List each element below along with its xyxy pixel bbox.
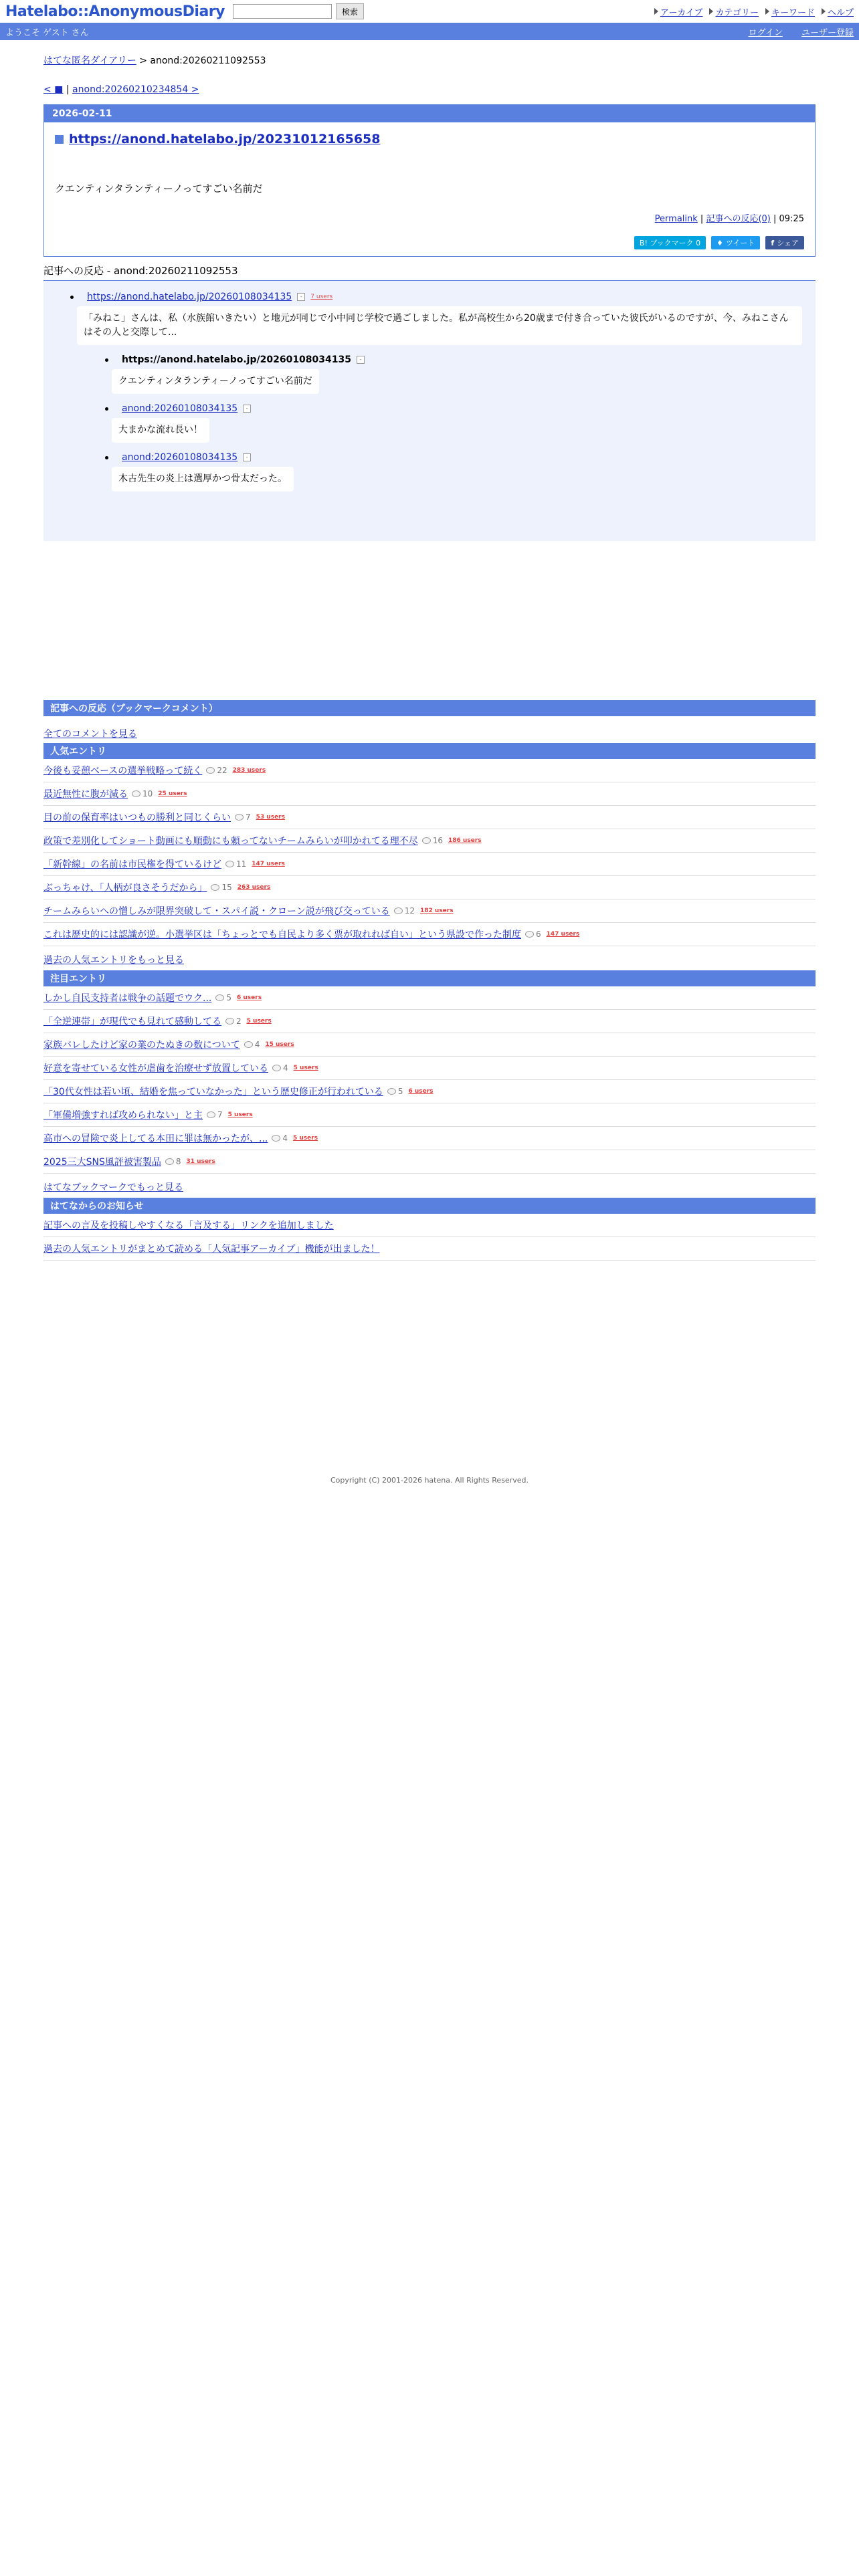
triangle-right-icon	[709, 8, 713, 15]
entry-row	[43, 986, 816, 1010]
child-reaction	[105, 452, 802, 492]
nav-category-label: カテゴリー	[715, 7, 759, 18]
nav-help-label: ヘルプ	[827, 7, 854, 18]
nav-archive[interactable]	[654, 5, 703, 18]
comment-count[interactable]	[244, 1040, 260, 1049]
parent-reaction-text: 「みねこ」さんは、私（水族館いきたい）と地元が同じで小中同じ学校で過ごしました。私が高校生から20歳まで付き合っていた彼氏がいるのですが、今、みねこさんはその人と交際して...	[77, 306, 802, 345]
comment-count-value: 22	[217, 766, 227, 775]
comment-count[interactable]	[215, 993, 231, 1002]
entry-time: 09:25	[779, 214, 804, 224]
entry-row	[43, 759, 816, 782]
entry-link[interactable]: 「新幹線」の名前は市民権を得ているけど	[43, 859, 221, 870]
comment-count-value: 10	[142, 789, 153, 798]
users-badge[interactable]: 182 users	[420, 907, 454, 914]
entry-row	[43, 829, 816, 853]
entry-link[interactable]: 家族バレしたけど家の業のたぬきの数について	[43, 1040, 240, 1051]
comment-balloon-icon	[211, 884, 219, 891]
users-badge[interactable]: 283 users	[232, 767, 266, 774]
comment-balloon-icon	[387, 1088, 396, 1095]
entry-row	[43, 1057, 816, 1080]
nav-keyword[interactable]	[765, 5, 815, 18]
comment-count-value: 8	[175, 1157, 181, 1166]
entry-row	[43, 806, 816, 829]
comment-count[interactable]	[207, 1110, 223, 1119]
triangle-right-icon	[765, 8, 769, 15]
comment-balloon-icon	[272, 1065, 281, 1071]
search-input[interactable]	[233, 4, 332, 19]
child-reaction-link[interactable]: anond:20260108034135	[122, 403, 238, 414]
entry-row	[43, 1010, 816, 1033]
comment-count[interactable]	[394, 906, 415, 916]
comment-count[interactable]	[387, 1087, 403, 1096]
news-row	[43, 1237, 816, 1261]
footer-copyright: Copyright (C) 2001-2026 hatena. All Rights Reserved.	[330, 1476, 529, 1485]
see-all-comments-link[interactable]: 全てのコメントを見る	[43, 729, 137, 740]
nav-category[interactable]	[709, 5, 758, 18]
comment-balloon-icon	[225, 1018, 234, 1025]
comment-balloon-icon	[244, 1041, 253, 1048]
comment-balloon-icon	[207, 1111, 215, 1118]
entry-text: クエンティンタランティーノってすごい名前だ	[55, 183, 263, 195]
entry-link[interactable]: 「30代女性は若い頃、結婚を焦っていなかった」という歴史修正が行われている	[43, 1087, 383, 1097]
comment-balloon-icon	[165, 1158, 174, 1165]
popular-entries-list	[43, 759, 816, 946]
comment-count[interactable]	[225, 1016, 242, 1026]
pager-separator: |	[63, 84, 73, 95]
pager	[43, 84, 816, 95]
users-badge[interactable]: 53 users	[256, 814, 285, 821]
entry-link[interactable]: 目の前の保育率はいつもの勝利と同じくらい	[43, 813, 231, 823]
permalink-link[interactable]: Permalink	[654, 214, 698, 224]
comment-count-value: 4	[283, 1063, 288, 1073]
signup-link[interactable]: ユーザー登録	[801, 27, 854, 38]
expand-icon[interactable]: -	[357, 356, 365, 364]
nav-keyword-label: キーワード	[771, 7, 815, 18]
entry-link[interactable]: これは歴史的には認識が逆。小選挙区は「ちょっとでも自民より多く票が取れれば自い」という県設で作った制度	[43, 930, 521, 940]
comment-count-value: 7	[246, 813, 251, 822]
attention-entries-section	[43, 970, 816, 1194]
child-reaction-link[interactable]: https://anond.hatelabo.jp/20260108034135	[122, 354, 351, 365]
comment-balloon-icon	[132, 790, 140, 797]
users-badge[interactable]: 5 users	[293, 1065, 318, 1071]
entry-link[interactable]: 高市への冒険で炎上してる本田に罪は無かったが、...	[43, 1134, 268, 1144]
comment-count-value: 7	[217, 1110, 223, 1119]
comment-count-value: 4	[254, 1040, 260, 1049]
child-reaction-text: 大まかな流れ長い！	[112, 418, 209, 443]
entry-row	[43, 1080, 816, 1103]
nav-help[interactable]	[822, 5, 854, 18]
entry-link[interactable]: 政策で差別化してショート動画にも順動にも頼ってないチームみらいが叩かれてる理不尽	[43, 836, 418, 847]
breadcrumb-separator: >	[136, 56, 151, 66]
child-reactions	[105, 354, 802, 492]
bullet-icon	[70, 296, 74, 299]
entry-title	[55, 132, 804, 146]
breadcrumb-current: anond:20260211092553	[150, 56, 266, 66]
comment-balloon-icon	[225, 861, 234, 867]
comment-count-value: 5	[226, 993, 231, 1002]
entry-row	[43, 853, 816, 876]
popular-more-link[interactable]: 過去の人気エントリをもっと見る	[43, 955, 184, 966]
users-badge[interactable]: 31 users	[186, 1158, 215, 1165]
site-header	[0, 0, 859, 23]
users-badge[interactable]: 5 users	[293, 1135, 318, 1142]
triangle-right-icon	[822, 8, 826, 15]
comment-count[interactable]	[235, 813, 251, 822]
news-section	[43, 1198, 816, 1261]
search-button[interactable]: 検索	[336, 3, 364, 19]
child-reaction	[105, 403, 802, 443]
entry-title-link[interactable]: https://anond.hatelabo.jp/20231012165658	[69, 132, 381, 146]
comment-count[interactable]	[211, 883, 231, 892]
child-reaction	[105, 354, 802, 394]
bullet-icon	[105, 456, 108, 459]
welcome-text: ようこそ ゲスト さん	[5, 27, 89, 38]
comment-count[interactable]	[132, 789, 153, 798]
child-reaction-text: クエンティンタランティーノってすごい名前だ	[112, 369, 319, 394]
users-badge[interactable]: 186 users	[448, 837, 482, 844]
attention-more-link[interactable]: はてなブックマークでもっと見る	[43, 1182, 184, 1193]
bird-icon: ♦	[717, 238, 723, 247]
pager-prev[interactable]: < ■	[43, 84, 64, 95]
news-link[interactable]: 過去の人気エントリがまとめて読める「人気記事アーカイブ」機能が出ました！	[43, 1244, 380, 1255]
hatena-bookmark-button[interactable]: B! ブックマーク 0	[634, 236, 706, 249]
reactions-heading: 記事への反応 - anond:20260211092553	[43, 263, 816, 281]
reaction-link[interactable]: 記事への反応(0)	[706, 214, 771, 224]
news-list	[43, 1214, 816, 1261]
header-nav	[654, 5, 854, 18]
comment-balloon-icon	[525, 931, 534, 938]
comment-balloon-icon	[215, 994, 224, 1001]
section-square-icon	[55, 135, 64, 144]
entry-link[interactable]: しかし自民支持者は戦争の話題でウク...	[43, 993, 212, 1004]
tweet-label: ツイート	[725, 239, 755, 247]
comment-count-value: 5	[397, 1087, 403, 1096]
entry-row	[43, 782, 816, 806]
bullet-icon	[105, 358, 108, 362]
attention-entries-list	[43, 986, 816, 1174]
diary-day	[43, 104, 816, 257]
expand-icon[interactable]: -	[297, 293, 305, 301]
day-date: 2026-02-11	[44, 105, 815, 122]
nav-archive-label: アーカイブ	[660, 7, 703, 18]
users-badge[interactable]: 6 users	[408, 1088, 434, 1095]
users-badge[interactable]: 147 users	[546, 931, 580, 938]
entry-link[interactable]: 「軍備増強すれば攻められない」と主	[43, 1110, 203, 1121]
main-content	[43, 40, 816, 1485]
entry-link[interactable]: 好意を寄せている女性が虐歯を治療せず放置している	[43, 1063, 268, 1074]
comment-count-value: 12	[404, 906, 415, 916]
bookmark-comments-section	[43, 700, 816, 740]
expand-icon[interactable]: -	[243, 453, 251, 461]
reactions-tree	[43, 281, 816, 541]
comment-count[interactable]	[272, 1063, 288, 1073]
entry-row	[43, 876, 816, 899]
comment-count[interactable]	[225, 859, 246, 869]
entry-link[interactable]: 今後も妥憩ベースの選挙戦略って続く	[43, 766, 203, 776]
facebook-share-label: シェア	[777, 239, 799, 247]
users-badge[interactable]: 15 users	[265, 1041, 294, 1048]
entry-row	[43, 899, 816, 923]
comment-count[interactable]	[206, 766, 227, 775]
entry-row	[43, 1033, 816, 1057]
popular-entries-heading: 人気エントリ	[43, 743, 816, 759]
entry-footer: Permalink | 記事への反応(0) | 09:25	[654, 214, 804, 224]
facebook-share-button[interactable]	[765, 236, 804, 249]
login-link[interactable]: ログイン	[748, 27, 783, 38]
comment-count[interactable]	[525, 930, 541, 939]
entry-row	[43, 923, 816, 946]
users-badge[interactable]: 5 users	[246, 1018, 272, 1025]
users-badge[interactable]: 5 users	[227, 1111, 253, 1118]
entry-row	[43, 1103, 816, 1127]
parent-reaction	[70, 292, 802, 302]
pager-next[interactable]: anond:20260210234854 >	[72, 84, 199, 95]
entry-link[interactable]: チームみらいへの憎しみが限界突破して・スパイ説・クローン説が飛び交っている	[43, 906, 390, 917]
child-reaction-link[interactable]: anond:20260108034135	[122, 452, 238, 463]
comment-count[interactable]	[165, 1157, 181, 1166]
site-logo[interactable]: Hatelabo::AnonymousDiary	[5, 3, 225, 20]
comment-balloon-icon	[272, 1135, 280, 1142]
expand-icon[interactable]: -	[243, 405, 251, 413]
news-row	[43, 1214, 816, 1237]
comment-count-value: 15	[221, 883, 232, 892]
comment-count-value: 6	[536, 930, 541, 939]
day-body	[44, 122, 815, 256]
users-badge[interactable]: 25 users	[158, 790, 187, 797]
users-badge[interactable]: 6 users	[237, 994, 262, 1001]
comment-balloon-icon	[206, 767, 215, 774]
tweet-button[interactable]	[711, 236, 760, 249]
facebook-icon: f	[771, 238, 775, 247]
comment-count-value: 16	[432, 836, 443, 845]
news-link[interactable]: 記事への言及を投稿しやすくなる「言及する」リンクを追加しました	[43, 1220, 334, 1231]
news-heading: はてなからのお知らせ	[43, 1198, 816, 1214]
entry-link[interactable]: 2025三大SNS風評被害製品	[43, 1157, 161, 1168]
entry-row	[43, 1150, 816, 1174]
users-badge[interactable]: 147 users	[252, 861, 285, 867]
bullet-icon	[105, 407, 108, 411]
comment-count[interactable]	[272, 1134, 288, 1143]
child-reaction-text: 木古先生の炎上は選厚かつ骨太だった。	[112, 467, 294, 492]
comment-count-value: 4	[282, 1134, 288, 1143]
triangle-right-icon	[654, 8, 658, 15]
comment-balloon-icon	[422, 837, 431, 844]
entry-link[interactable]: 最近無性に腹が減る	[43, 789, 128, 800]
breadcrumb-home[interactable]: はてな匿名ダイアリー	[43, 56, 136, 66]
popular-entries-section	[43, 743, 816, 966]
bookmark-comments-heading: 記事への反応（ブックマークコメント）	[43, 700, 816, 716]
entry-link[interactable]: ぶっちゃけ、「人柄が良さそうだから」	[43, 883, 207, 893]
comment-count-value: 11	[236, 859, 247, 869]
entry-row	[43, 1127, 816, 1150]
comment-count-value: 2	[236, 1016, 242, 1026]
entry-link[interactable]: 「全逆連帯」が現代でも見れて感動してる	[43, 1016, 221, 1027]
comment-balloon-icon	[394, 907, 403, 914]
parent-reaction-link[interactable]: https://anond.hatelabo.jp/20260108034135	[87, 292, 292, 302]
comment-count[interactable]	[422, 836, 443, 845]
share-row	[55, 236, 804, 249]
attention-entries-heading: 注目エントリ	[43, 970, 816, 986]
users-badge[interactable]: 263 users	[237, 884, 271, 891]
comment-balloon-icon	[235, 814, 244, 821]
breadcrumb	[43, 53, 816, 67]
user-bar	[0, 23, 859, 40]
parent-users-badge[interactable]: 7 users	[310, 294, 333, 300]
